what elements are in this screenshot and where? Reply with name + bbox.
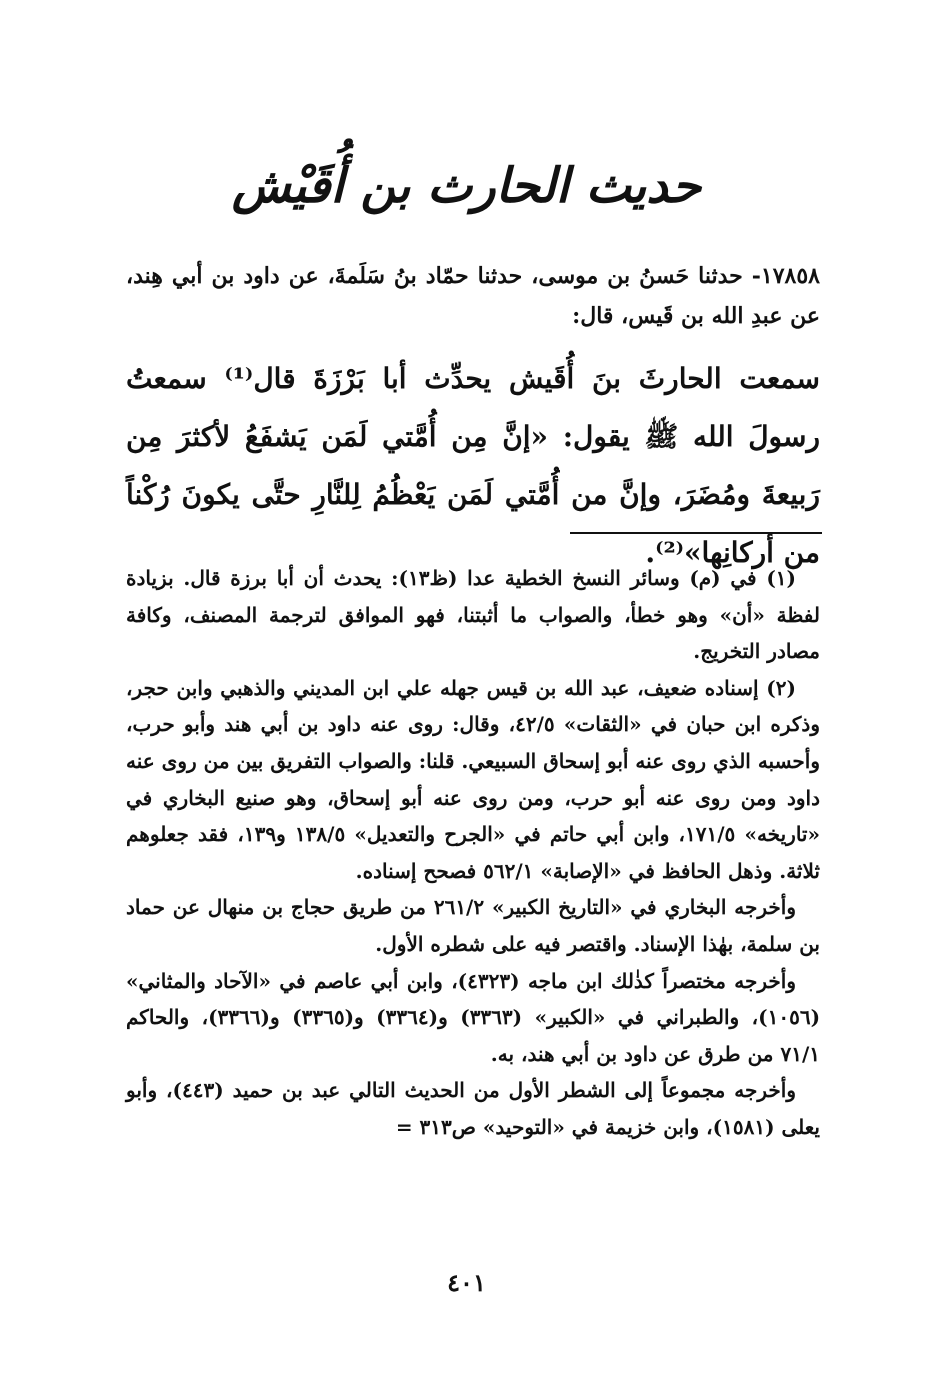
footnote-2: (٢) إسناده ضعيف، عبد الله بن قيس جهله علي ابن المديني والذهبي وابن حجر، وذكره ابن حبان في «الثقات» ٤٢/٥، وقال: روى عنه داود بن أبي هند وأبو حرب، وأحسبه الذي روى عنه أبو إسحاق السبيعي. قلنا: والصواب التفريق بين من روى عنه داود ومن روى عنه أبو حرب، ومن روى عنه أبو إسحاق، وهو صنيع البخاري في «تاريخه» ١٧١/٥، وابن أبي حاتم في «الجرح والتعديل» ١٣٨/٥ و١٣٩، فقد جعلوهم ثلاثة. وذهل الحافظ في «الإصابة» ٥٦٢/١ فصحح إسناده. xyxy=(126,675,820,883)
hadith-matn: سمعت الحارثَ بنَ أُقَيش يحدِّث أبا بَرْزَةَ قال⁽¹⁾ سمعتُ رسولَ الله ﷺ يقول: «إنَّ مِن أُمَّتي لَمَن يَشفَعُ لأكثرَ مِن رَبيعةَ ومُضَرَ، وإنَّ من أُمَّتي لَمَن يَعْظُمُ لِلنَّارِ حتَّى يكونَ رُكْناً من أركانِها»⁽²⁾. xyxy=(126,362,820,569)
footnotes xyxy=(126,560,820,1146)
page-number: ٤٠١ xyxy=(447,1268,486,1297)
footnote-paragraph: وأخرجه البخاري في «التاريخ الكبير» ٢٦١/٢ من طريق حجاج بن منهال عن حماد بن سلمة، بهٰذا الإسناد. واقتصر فيه على شطره الأول. xyxy=(126,895,820,956)
chapter-title: حديث الحارث بن أُقَيْش xyxy=(231,158,702,214)
footnote-1: (١) في (م) وسائر النسخ الخطية عدا (ظ١٣): يحدث أن أبا برزة قال. بزيادة لفظة «أن» وهو خطأ، والصواب ما أثبتنا، فهو الموافق لترجمة المصنف، وكافة مصادر التخريج. xyxy=(126,566,820,664)
footnote-separator xyxy=(570,532,822,534)
footnote-paragraph: وأخرجه مختصراً كذٰلك ابن ماجه (٤٣٢٣)، وابن أبي عاصم في «الآحاد والمثاني» (١٠٥٦)، والطبراني في «الكبير» (٣٣٦٣) و(٣٣٦٤) و(٣٣٦٥) و(٣٣٦٦)، والحاكم ٧١/١ من طرق عن داود بن أبي هند، به. xyxy=(126,968,821,1066)
footnote-paragraph: وأخرجه مجموعاً إلى الشطر الأول من الحديث التالي عبد بن حميد (٤٤٣)، وأبو يعلى (١٥٨١)، وابن خزيمة في «التوحيد» ص٣١٣ = xyxy=(126,1078,820,1139)
hadith-isnad: ١٧٨٥٨- حدثنا حَسنُ بن موسى، حدثنا حمّاد بنُ سَلَمةَ، عن داود بن أبي هِند، عن عبدِ الله بن قَيس، قال: xyxy=(126,263,820,329)
